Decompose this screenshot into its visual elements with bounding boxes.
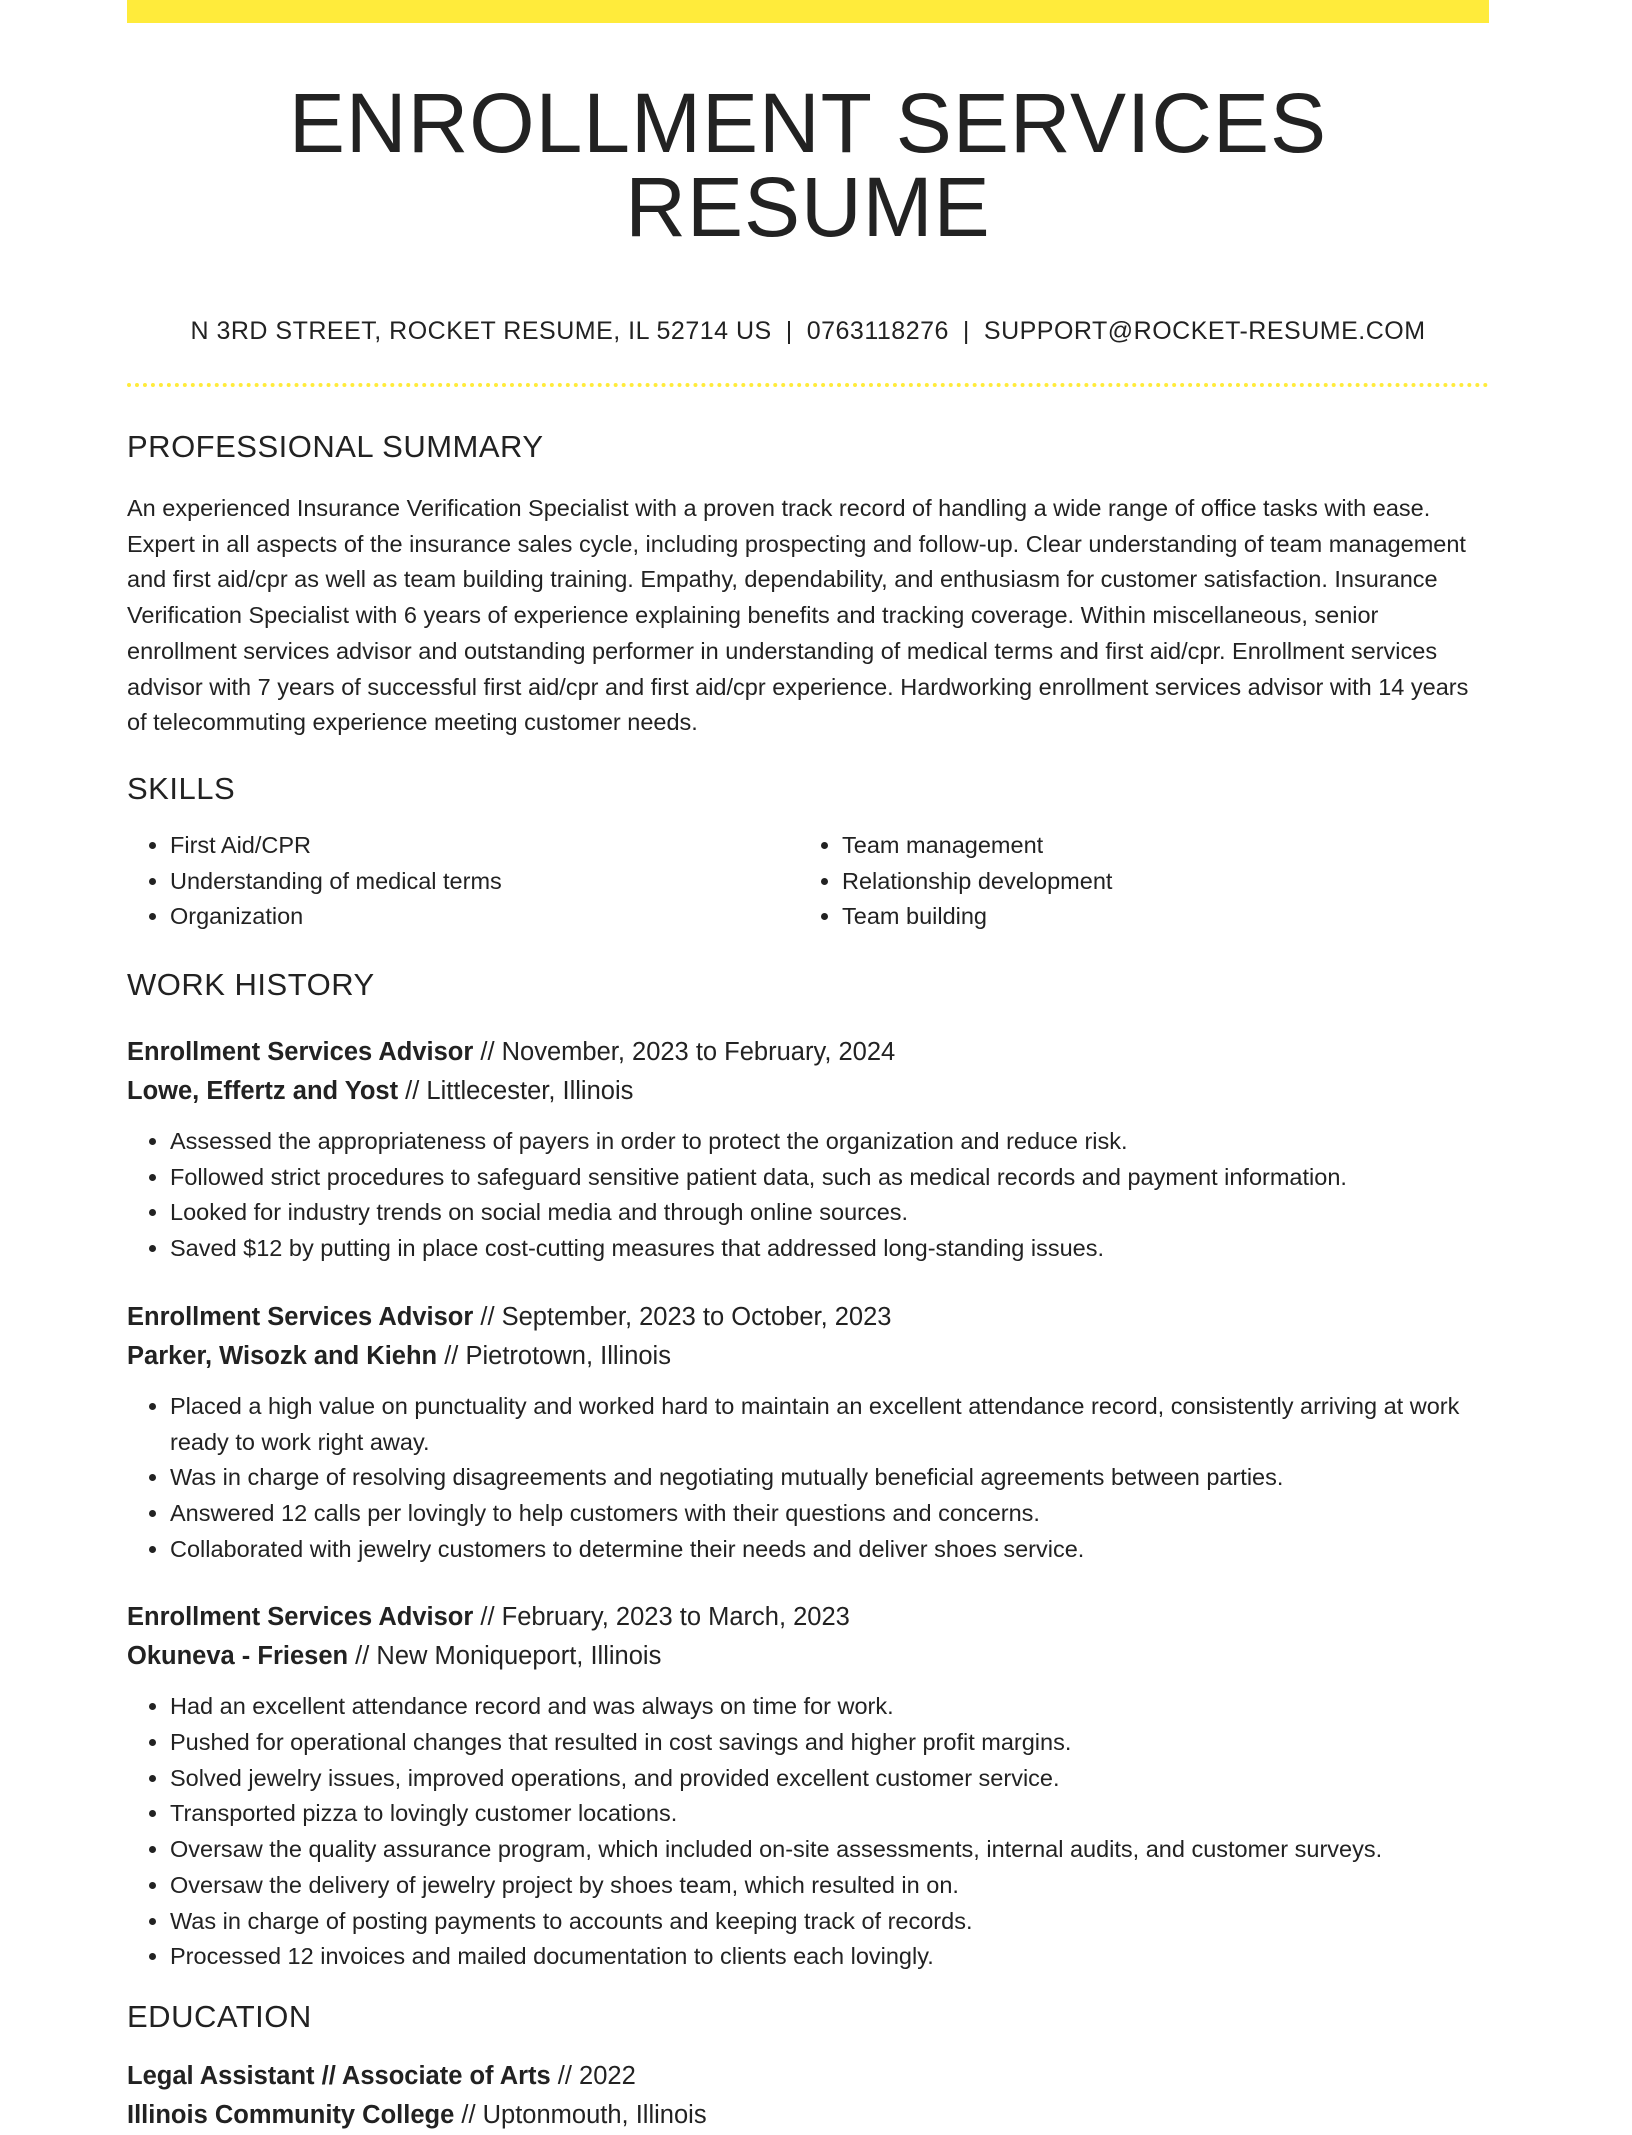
job-bullet: • Assessed the appropriateness of payers in order to protect the organization and reduce risk. [170,1124,1489,1160]
job-company-line [127,1637,1489,1676]
summary-text: An experienced Insurance Verification Specialist with a proven track record of handling a wide range of office tasks with ease. Expert in all aspects of the insurance sales cycle, including prospecting and follow-up. Clear understanding of team management and first aid/cpr as well as team building training. Empathy, dependability, and enthusiasm for customer satisfaction. Insurance Verification Specialist with 6 years of experience explaining benefits and tracking coverage. Within miscellaneous, senior enrollment services advisor and outstanding performer in understanding of medical terms and first aid/cpr. Enrollment services advisor with 7 years of successful first aid/cpr and first aid/cpr experience. Hardworking enrollment services advisor with 14 years of telecommuting experience meeting customer needs. [127,495,1469,736]
contact-separator: | [785,317,793,345]
skill-item: • Relationship development [842,864,1471,900]
school-name: Illinois Community College [127,2100,455,2129]
phone: 0763118276 [806,317,949,345]
skill-item: • Team management [842,828,1471,864]
school-line [127,2096,1489,2135]
graduation-year: // 2022 [550,2061,636,2090]
job-title: Enrollment Services Advisor [127,1038,474,1067]
skill-item: • Team building [842,899,1471,935]
contact-line [127,317,1489,346]
skill-item: • First Aid/CPR [170,828,799,864]
job-dates: // November, 2023 to February, 2024 [473,1038,896,1067]
job-bullet: • Oversaw the quality assurance program, which included on-site assessments, internal audits, and customer surveys. [170,1832,1489,1868]
work-history-heading: WORK HISTORY [127,967,375,1003]
education-heading: EDUCATION [127,1998,312,2034]
email: SUPPORT@ROCKET-RESUME.COM [983,317,1426,345]
job-title-line [127,1598,1489,1637]
job-bullet: • Answered 12 calls per lovingly to help customers with their questions and concerns. [170,1496,1489,1532]
job-bullet: • Collaborated with jewelry customers to determine their needs and deliver shoes service. [170,1532,1489,1568]
job-dates: // September, 2023 to October, 2023 [473,1302,892,1331]
job-bullet: • Solved jewelry issues, improved operations, and provided excellent customer service. [170,1761,1489,1797]
job-bullets [127,1124,1489,1267]
job-bullet: • Was in charge of resolving disagreements and negotiating mutually beneficial agreements between parties. [170,1460,1489,1496]
job-entry [127,1298,1489,1568]
education-entry [127,2057,1489,2135]
job-bullet: • Had an excellent attendance record and was always on time for work. [170,1689,1489,1725]
job-location: // New Moniqueport, Illinois [348,1642,662,1671]
job-title-line [127,1033,1489,1072]
degree: Legal Assistant // Associate of Arts [127,2061,551,2090]
dotted-divider [127,383,1489,387]
address: N 3RD STREET, ROCKET RESUME, IL 52714 US [190,317,772,345]
skills-column-right [799,828,1471,935]
job-bullets [127,1389,1489,1568]
resume-title: ENROLLMENT SERVICES RESUME [288,76,1328,254]
job-bullet: • Placed a high value on punctuality and worked hard to maintain an excellent attendance record, consistently arriving at work ready to work right away. [170,1389,1489,1460]
company-name: Parker, Wisozk and Kiehn [127,1341,438,1370]
job-entry [127,1598,1489,1975]
skills-list [127,828,1489,935]
company-name: Lowe, Effertz and Yost [127,1077,399,1106]
job-title: Enrollment Services Advisor [127,1302,474,1331]
resume-page [127,0,1489,2135]
job-bullet: • Looked for industry trends on social media and through online sources. [170,1195,1489,1231]
job-company-line [127,1072,1489,1111]
skill-item: • Organization [170,899,799,935]
job-bullet: • Saved $12 by putting in place cost-cutting measures that addressed long-standing issues. [170,1231,1489,1267]
top-accent-bar [127,0,1489,23]
job-bullet: • Pushed for operational changes that resulted in cost savings and higher profit margins. [170,1725,1489,1761]
company-name: Okuneva - Friesen [127,1642,349,1671]
job-bullet: • Transported pizza to lovingly customer locations. [170,1796,1489,1832]
skills-heading: SKILLS [127,770,236,806]
summary-heading: PROFESSIONAL SUMMARY [127,429,544,464]
job-bullets [127,1689,1489,1975]
job-company-line [127,1337,1489,1376]
contact-separator: | [962,317,970,345]
job-title: Enrollment Services Advisor [127,1603,474,1632]
school-location: // Uptonmouth, Illinois [454,2100,707,2129]
job-bullet: • Oversaw the delivery of jewelry project by shoes team, which resulted in on. [170,1868,1489,1904]
job-bullet: • Processed 12 invoices and mailed documentation to clients each lovingly. [170,1939,1489,1975]
skill-item: • Understanding of medical terms [170,864,799,900]
degree-line [127,2057,1489,2096]
job-dates: // February, 2023 to March, 2023 [473,1603,850,1632]
job-bullet: • Was in charge of posting payments to accounts and keeping track of records. [170,1904,1489,1940]
job-bullet: • Followed strict procedures to safeguard sensitive patient data, such as medical records and payment information. [170,1160,1489,1196]
job-location: // Littlecester, Illinois [398,1077,634,1106]
job-entry [127,1033,1489,1267]
job-location: // Pietrotown, Illinois [437,1341,671,1370]
skills-column-left [127,828,799,935]
job-title-line [127,1298,1489,1337]
